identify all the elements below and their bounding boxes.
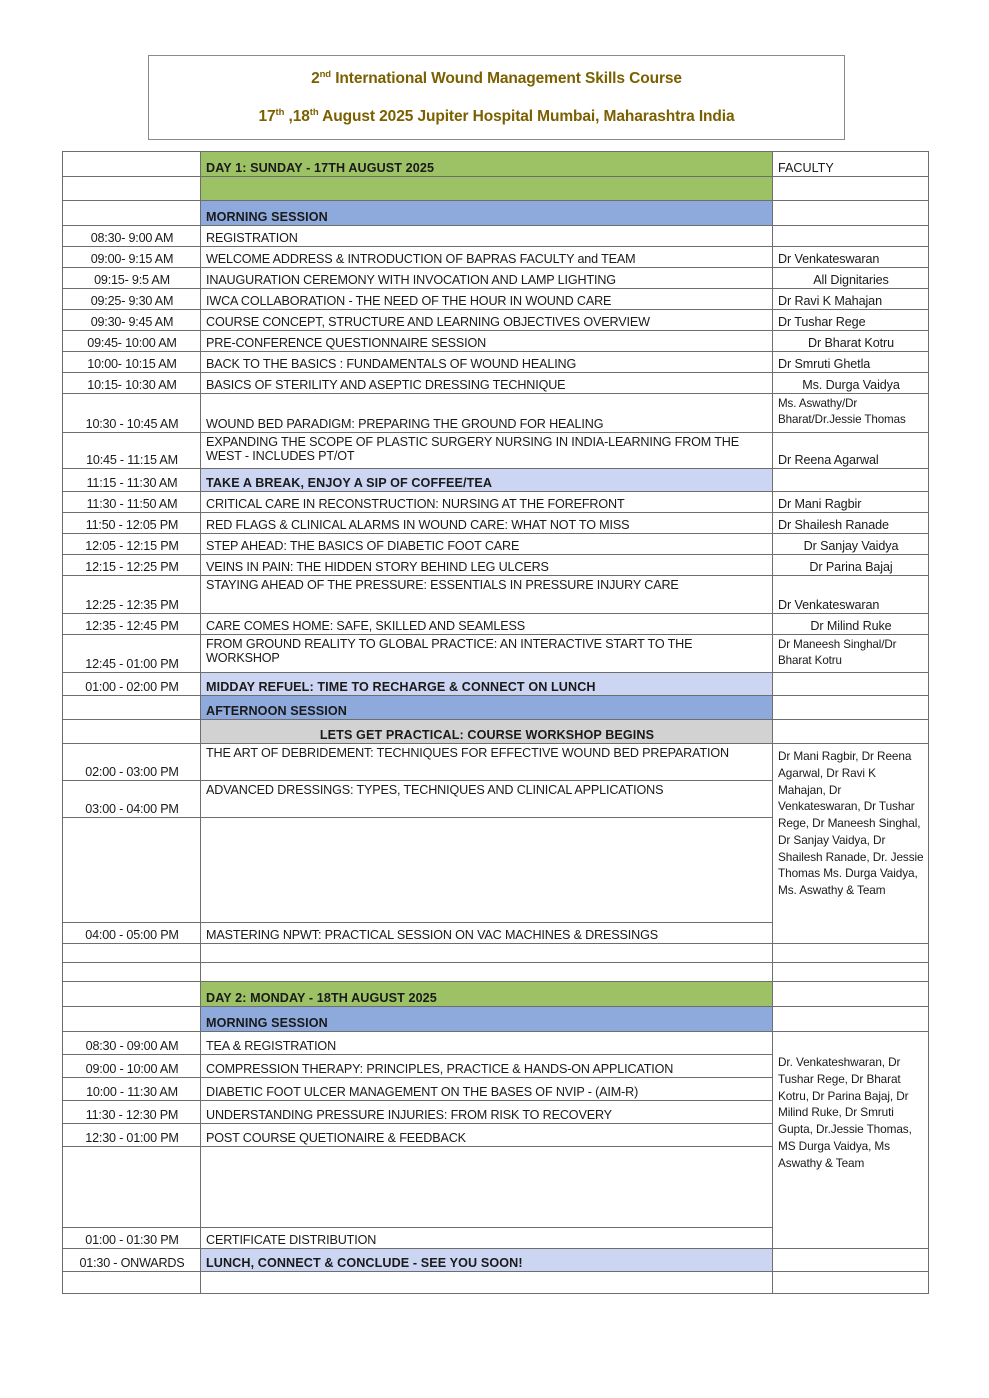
course-date-day2-ordinal: th xyxy=(309,106,319,118)
lunch-faculty xyxy=(773,673,929,696)
day1-band-spacer xyxy=(201,177,773,201)
table-row-day2-morning-session xyxy=(63,1007,929,1032)
empty-cell xyxy=(201,963,773,982)
session-faculty: Dr Parina Bajaj xyxy=(773,555,929,576)
session-topic: IWCA COLLABORATION - THE NEED OF THE HOUR IN WOUND CARE xyxy=(201,289,773,310)
session-topic: INAUGURATION CEREMONY WITH INVOCATION AND LAMP LIGHTING xyxy=(201,268,773,289)
session-topic: ADVANCED DRESSINGS: TYPES, TECHNIQUES AND CLINICAL APPLICATIONS xyxy=(201,781,773,818)
session-topic: TEA & REGISTRATION xyxy=(201,1032,773,1055)
day2-morning-session-label: MORNING SESSION xyxy=(201,1007,773,1032)
table-row-workshop-header xyxy=(63,720,929,744)
session-time: 12:05 - 12:15 PM xyxy=(63,534,201,555)
course-title-text: International Wound Management Skills Course xyxy=(331,70,682,88)
session-time: 01:00 - 01:30 PM xyxy=(63,1228,201,1249)
table-row-day2-header xyxy=(63,982,929,1007)
session-time: 10:00- 10:15 AM xyxy=(63,352,201,373)
session-topic: CERTIFICATE DISTRIBUTION xyxy=(201,1228,773,1249)
table-row xyxy=(63,1032,929,1055)
lunch-time: 01:30 - ONWARDS xyxy=(63,1249,201,1272)
table-row xyxy=(63,492,929,513)
course-date-day2: ,18 xyxy=(284,107,310,125)
session-time: 12:30 - 01:00 PM xyxy=(63,1124,201,1147)
table-row xyxy=(63,576,929,614)
empty-cell xyxy=(63,1272,201,1294)
lunch-time: 01:00 - 02:00 PM xyxy=(63,673,201,696)
session-time: 09:00- 9:15 AM xyxy=(63,247,201,268)
empty-cell xyxy=(63,177,201,201)
session-time: 12:45 - 01:00 PM xyxy=(63,635,201,673)
table-row-break xyxy=(63,469,929,492)
table-row xyxy=(63,268,929,289)
table-row xyxy=(63,614,929,635)
table-row-day1-morning-session xyxy=(63,201,929,226)
table-row xyxy=(63,555,929,576)
course-title-number: 2 xyxy=(311,70,320,88)
table-row xyxy=(63,394,929,433)
empty-cell xyxy=(773,720,929,744)
session-topic: EXPANDING THE SCOPE OF PLASTIC SURGERY NURSING IN INDIA-LEARNING FROM THE WEST - INCLUDES PT/OT xyxy=(201,433,773,469)
session-topic: STAYING AHEAD OF THE PRESSURE: ESSENTIALS IN PRESSURE INJURY CARE xyxy=(201,576,773,614)
session-faculty: Dr Sanjay Vaidya xyxy=(773,534,929,555)
session-time: 09:00 - 10:00 AM xyxy=(63,1055,201,1078)
lunch-faculty xyxy=(773,1249,929,1272)
session-time: 08:30- 9:00 AM xyxy=(63,226,201,247)
session-topic: BASICS OF STERILITY AND ASEPTIC DRESSING TECHNIQUE xyxy=(201,373,773,394)
session-time: 09:15- 9:5 AM xyxy=(63,268,201,289)
table-row xyxy=(63,373,929,394)
table-row xyxy=(63,331,929,352)
empty-cell xyxy=(773,177,929,201)
table-row xyxy=(63,352,929,373)
session-time: 03:00 - 04:00 PM xyxy=(63,781,201,818)
empty-cell xyxy=(773,1007,929,1032)
faculty-column-header: FACULTY xyxy=(773,152,929,177)
session-faculty: Dr Venkateswaran xyxy=(773,247,929,268)
lunch-label: MIDDAY REFUEL: TIME TO RECHARGE & CONNECT ON LUNCH xyxy=(201,673,773,696)
session-time: 09:30- 9:45 AM xyxy=(63,310,201,331)
session-faculty: Ms. Durga Vaidya xyxy=(773,373,929,394)
table-row xyxy=(63,433,929,469)
table-row xyxy=(63,247,929,268)
session-faculty: Dr Reena Agarwal xyxy=(773,433,929,469)
course-title-line-2 xyxy=(258,108,734,125)
session-faculty: Dr Bharat Kotru xyxy=(773,331,929,352)
session-faculty: Dr Venkateswaran xyxy=(773,576,929,614)
empty-cell xyxy=(773,201,929,226)
session-topic: CRITICAL CARE IN RECONSTRUCTION: NURSING AT THE FOREFRONT xyxy=(201,492,773,513)
session-topic: BACK TO THE BASICS : FUNDAMENTALS OF WOUND HEALING xyxy=(201,352,773,373)
session-faculty: Dr Mani Ragbir xyxy=(773,492,929,513)
course-venue-text: August 2025 Jupiter Hospital Mumbai, Maharashtra India xyxy=(318,107,735,125)
empty-cell xyxy=(773,982,929,1007)
empty-cell xyxy=(63,696,201,720)
day2-title: DAY 2: MONDAY - 18TH AUGUST 2025 xyxy=(201,982,773,1007)
session-time: 08:30 - 09:00 AM xyxy=(63,1032,201,1055)
session-time: 10:45 - 11:15 AM xyxy=(63,433,201,469)
workshop-faculty-list: Dr Mani Ragbir, Dr Reena Agarwal, Dr Ravi K Mahajan, Dr Venkateswaran, Dr Tushar Rege, Dr Maneesh Singhal, Dr Sanjay Vaidya, Dr Shailesh Ranade, Dr. Jessie Thomas Ms. Durga Vaidya, Ms. Aswathy & Team xyxy=(773,744,929,944)
session-topic: UNDERSTANDING PRESSURE INJURIES: FROM RISK TO RECOVERY xyxy=(201,1101,773,1124)
session-time: 02:00 - 03:00 PM xyxy=(63,744,201,781)
session-time: 12:35 - 12:45 PM xyxy=(63,614,201,635)
session-topic: STEP AHEAD: THE BASICS OF DIABETIC FOOT CARE xyxy=(201,534,773,555)
session-time: 04:00 - 05:00 PM xyxy=(63,923,201,944)
session-time: 09:25- 9:30 AM xyxy=(63,289,201,310)
session-time: 10:15- 10:30 AM xyxy=(63,373,201,394)
day2-faculty-list: Dr. Venkateshwaran, Dr Tushar Rege, Dr Bharat Kotru, Dr Parina Bajaj, Dr Milind Ruke, Dr Smruti Gupta, Dr.Jessie Thomas, MS Durga Vaidya, Ms Aswathy & Team xyxy=(773,1032,929,1249)
table-row xyxy=(63,289,929,310)
break-time: 11:15 - 11:30 AM xyxy=(63,469,201,492)
session-time xyxy=(63,818,201,923)
empty-cell xyxy=(63,720,201,744)
session-faculty: Ms. Aswathy/Dr Bharat/Dr.Jessie Thomas xyxy=(773,394,929,433)
empty-cell xyxy=(63,201,201,226)
session-time: 11:30 - 12:30 PM xyxy=(63,1101,201,1124)
table-row-empty xyxy=(63,1272,929,1294)
course-title-box xyxy=(148,55,845,140)
session-topic: PRE-CONFERENCE QUESTIONNAIRE SESSION xyxy=(201,331,773,352)
empty-cell xyxy=(63,944,201,963)
session-topic: WOUND BED PARADIGM: PREPARING THE GROUND FOR HEALING xyxy=(201,394,773,433)
session-faculty: All Dignitaries xyxy=(773,268,929,289)
table-row xyxy=(63,534,929,555)
empty-cell xyxy=(201,1272,773,1294)
session-faculty xyxy=(773,226,929,247)
course-title-ordinal: nd xyxy=(319,69,332,81)
empty-cell xyxy=(773,1272,929,1294)
empty-cell xyxy=(773,696,929,720)
schedule-table xyxy=(62,151,929,1294)
session-topic xyxy=(201,1147,773,1228)
table-row-day2-lunch xyxy=(63,1249,929,1272)
session-topic: COMPRESSION THERAPY: PRINCIPLES, PRACTICE & HANDS-ON APPLICATION xyxy=(201,1055,773,1078)
empty-cell xyxy=(773,963,929,982)
session-topic: DIABETIC FOOT ULCER MANAGEMENT ON THE BASES OF NVIP - (AIM-R) xyxy=(201,1078,773,1101)
empty-cell xyxy=(63,963,201,982)
session-topic: POST COURSE QUETIONAIRE & FEEDBACK xyxy=(201,1124,773,1147)
course-title-line-1 xyxy=(311,70,682,87)
table-row-lunch xyxy=(63,673,929,696)
table-row xyxy=(63,226,929,247)
day1-title: DAY 1: SUNDAY - 17TH AUGUST 2025 xyxy=(201,152,773,177)
session-time: 10:00 - 11:30 AM xyxy=(63,1078,201,1101)
session-topic: VEINS IN PAIN: THE HIDDEN STORY BEHIND LEG ULCERS xyxy=(201,555,773,576)
session-time: 09:45- 10:00 AM xyxy=(63,331,201,352)
empty-cell xyxy=(201,944,773,963)
empty-cell xyxy=(773,944,929,963)
empty-cell xyxy=(63,982,201,1007)
table-row xyxy=(63,635,929,673)
table-row-day1-header xyxy=(63,152,929,177)
empty-cell xyxy=(63,152,201,177)
table-row xyxy=(63,744,929,781)
schedule-table-wrapper xyxy=(62,151,928,1294)
break-label: TAKE A BREAK, ENJOY A SIP OF COFFEE/TEA xyxy=(201,469,773,492)
session-topic: RED FLAGS & CLINICAL ALARMS IN WOUND CARE: WHAT NOT TO MISS xyxy=(201,513,773,534)
table-row xyxy=(63,513,929,534)
session-faculty: Dr Smruti Ghetla xyxy=(773,352,929,373)
course-date-day1: 17 xyxy=(258,107,276,125)
session-faculty: Dr Ravi K Mahajan xyxy=(773,289,929,310)
course-date-day1-ordinal: th xyxy=(275,106,285,118)
session-time: 10:30 - 10:45 AM xyxy=(63,394,201,433)
session-topic: MASTERING NPWT: PRACTICAL SESSION ON VAC MACHINES & DRESSINGS xyxy=(201,923,773,944)
session-time: 11:30 - 11:50 AM xyxy=(63,492,201,513)
lunch-label: LUNCH, CONNECT & CONCLUDE - SEE YOU SOON! xyxy=(201,1249,773,1272)
day1-morning-session-label: MORNING SESSION xyxy=(201,201,773,226)
table-row-day1-afternoon-session xyxy=(63,696,929,720)
session-faculty: Dr Shailesh Ranade xyxy=(773,513,929,534)
table-row xyxy=(63,310,929,331)
session-topic: FROM GROUND REALITY TO GLOBAL PRACTICE: AN INTERACTIVE START TO THE WORKSHOP xyxy=(201,635,773,673)
table-row-empty xyxy=(63,944,929,963)
session-faculty: Dr Milind Ruke xyxy=(773,614,929,635)
day1-afternoon-session-label: AFTERNOON SESSION xyxy=(201,696,773,720)
session-topic: COURSE CONCEPT, STRUCTURE AND LEARNING OBJECTIVES OVERVIEW xyxy=(201,310,773,331)
session-time xyxy=(63,1147,201,1228)
session-topic: CARE COMES HOME: SAFE, SKILLED AND SEAMLESS xyxy=(201,614,773,635)
break-faculty xyxy=(773,469,929,492)
workshop-header-label: LETS GET PRACTICAL: COURSE WORKSHOP BEGINS xyxy=(201,720,773,744)
empty-cell xyxy=(63,1007,201,1032)
session-time: 12:25 - 12:35 PM xyxy=(63,576,201,614)
session-topic: REGISTRATION xyxy=(201,226,773,247)
table-row-day1-spacer xyxy=(63,177,929,201)
session-topic: WELCOME ADDRESS & INTRODUCTION OF BAPRAS FACULTY and TEAM xyxy=(201,247,773,268)
session-time: 12:15 - 12:25 PM xyxy=(63,555,201,576)
session-time: 11:50 - 12:05 PM xyxy=(63,513,201,534)
session-faculty: Dr Maneesh Singhal/Dr Bharat Kotru xyxy=(773,635,929,673)
session-faculty: Dr Tushar Rege xyxy=(773,310,929,331)
table-row-empty xyxy=(63,963,929,982)
session-topic xyxy=(201,818,773,923)
session-topic: THE ART OF DEBRIDEMENT: TECHNIQUES FOR EFFECTIVE WOUND BED PREPARATION xyxy=(201,744,773,781)
